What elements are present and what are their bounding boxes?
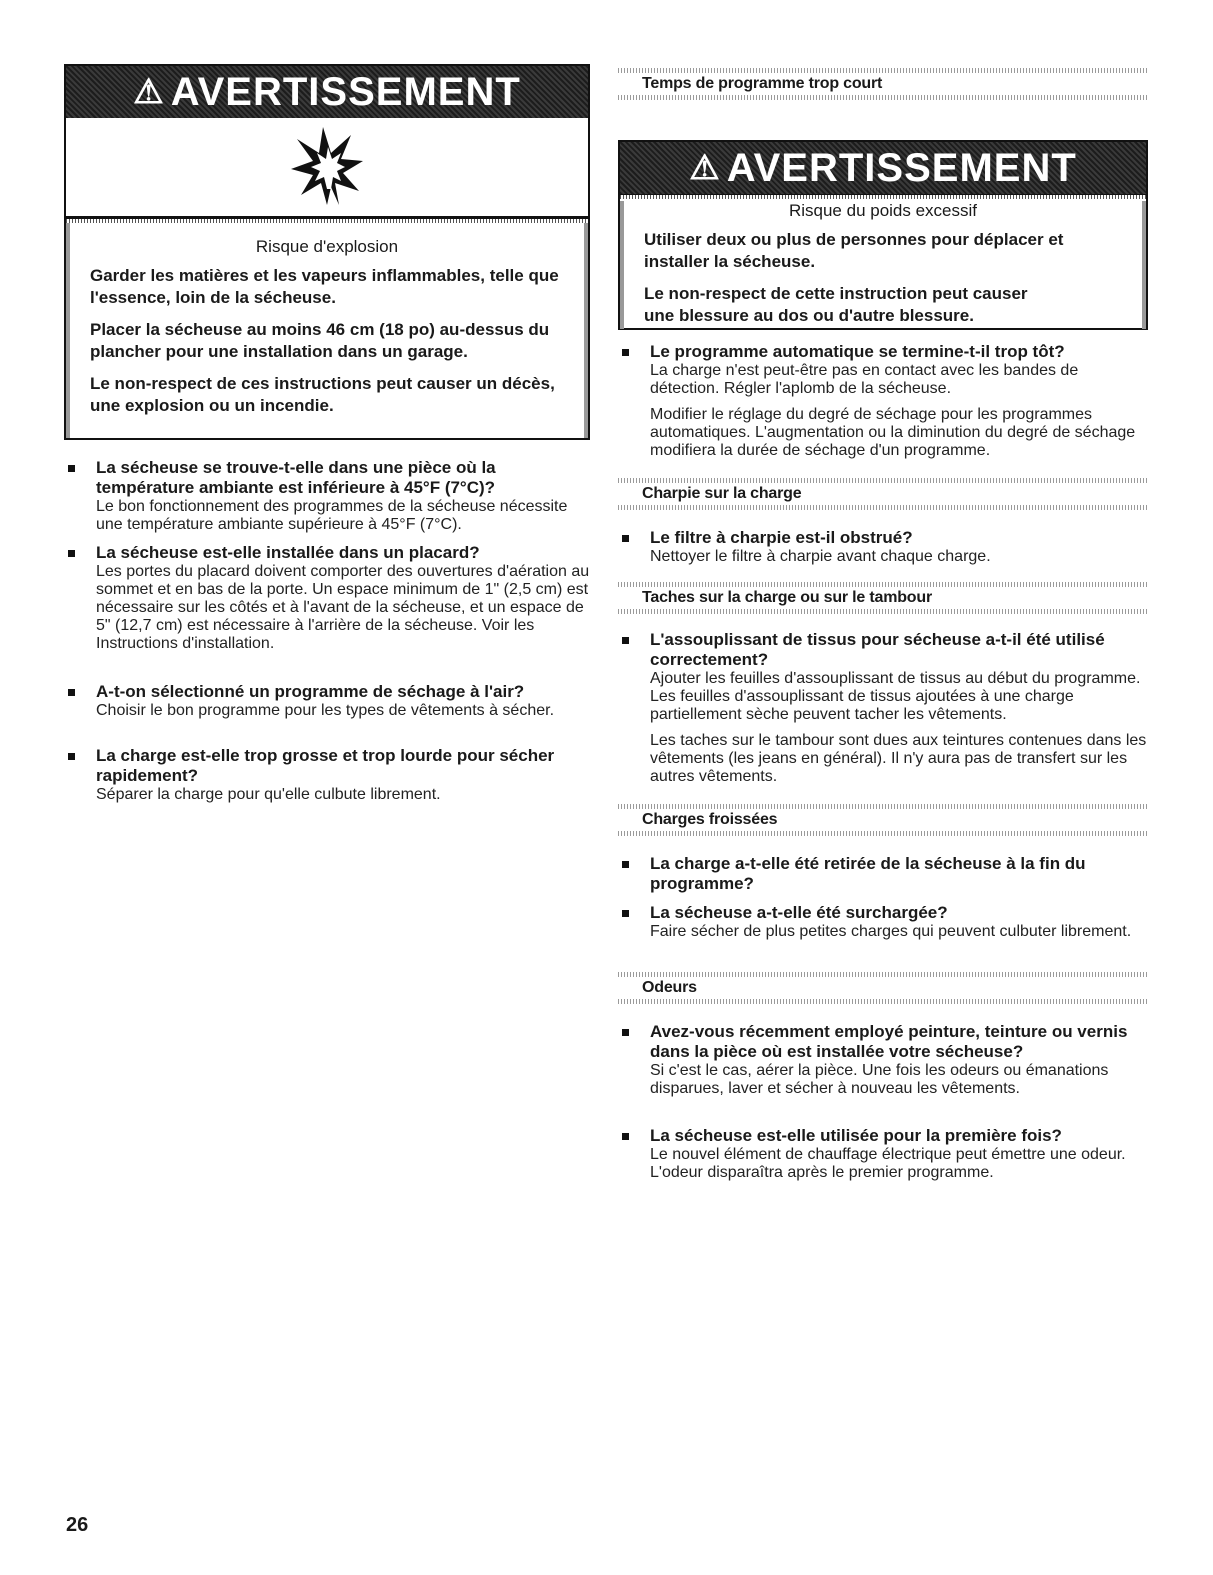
- bullet-icon: [622, 349, 629, 356]
- list-item: [618, 903, 1148, 941]
- warning-paragraph: Garder les matières et les vapeurs inflammables, telle que l'essence, loin de la sécheuse.: [90, 266, 559, 307]
- bullet-icon: [68, 465, 75, 472]
- section-header-taches: Taches sur la charge ou sur le tambour: [618, 582, 1148, 614]
- list-item: [64, 682, 594, 720]
- bullet-icon: [622, 910, 629, 917]
- answer: Ajouter les feuilles d'assouplissant de tissus au début du programme. Les feuilles d'assouplissant de tissus ajoutées à une charge partiellement sèche peuvent tacher les vêtements.: [650, 670, 1141, 723]
- bullet-icon: [68, 753, 75, 760]
- list-item: [618, 528, 1148, 566]
- list-item: [618, 1022, 1148, 1098]
- explosion-icon: [66, 118, 588, 218]
- question: L'assouplissant de tissus pour sécheuse a-t-il été utilisé correctement?: [650, 630, 1105, 669]
- question: La sécheuse se trouve-t-elle dans une pièce où la température ambiante est inférieure à 45°F (7°C)?: [96, 458, 496, 497]
- page-number: 26: [66, 1514, 89, 1536]
- section-header-temps: Temps de programme trop court: [618, 68, 1148, 100]
- answer: La charge n'est peut-être pas en contact avec les bandes de détection. Régler l'aplomb de la sécheuse.: [650, 362, 1079, 397]
- answer: Modifier le réglage du degré de séchage pour les programmes automatiques. L'augmentation ou la diminution du degré de séchage modifiera la durée de séchage d'un programme.: [650, 406, 1136, 459]
- warning-band: [620, 194, 1146, 199]
- question: La charge a-t-elle été retirée de la sécheuse à la fin du programme?: [650, 854, 1086, 893]
- answer: Les portes du placard doivent comporter des ouvertures d'aération au sommet et en bas de la porte. Un espace minimum de 1" (2,5 cm) est nécessaire sur les côtés et à l'avant de la sécheuse, et un espace de 5" (12,7 cm) est nécessaire à l'arrière de la sécheuse. Voir les Instructions d'installation.: [96, 563, 590, 652]
- answer: Séparer la charge pour qu'elle culbute librement.: [96, 786, 441, 803]
- answer: Le bon fonctionnement des programmes de la sécheuse nécessite une température ambiante supérieure à 45°F (7°C).: [96, 498, 568, 533]
- list-item: [618, 342, 1148, 460]
- answer: Faire sécher de plus petites charges qui peuvent culbuter librement.: [650, 923, 1132, 940]
- warning-paragraph: Le non-respect de ces instructions peut causer un décès, une explosion ou un incendie.: [90, 374, 555, 415]
- warning-subtitle: Risque du poids excessif: [788, 201, 978, 220]
- question: La charge est-elle trop grosse et trop lourde pour sécher rapidement?: [96, 746, 555, 785]
- bullet-icon: [68, 550, 75, 557]
- warning-body: [620, 201, 1146, 329]
- question: La sécheuse est-elle installée dans un placard?: [96, 543, 480, 562]
- answer: Choisir le bon programme pour les types de vêtements à sécher.: [96, 702, 555, 719]
- section-header-odeurs: Odeurs: [618, 972, 1148, 1004]
- bullet-icon: [68, 689, 75, 696]
- warning-paragraph: Le non-respect de cette instruction peut causer une blessure au dos ou d'autre blessure.: [644, 284, 1028, 325]
- list-item: [618, 1126, 1148, 1182]
- bullet-icon: [622, 1029, 629, 1036]
- warning-paragraph: Utiliser deux ou plus de personnes pour déplacer et installer la sécheuse.: [644, 230, 1064, 271]
- bullet-icon: [622, 861, 629, 868]
- warning-subtitle: Risque d'explosion: [255, 237, 399, 256]
- answer: Les taches sur le tambour sont dues aux teintures contenues dans les vêtements (les jeans en général). Il n'y aura pas de transfert sur les autres vêtements.: [650, 732, 1147, 785]
- list-item: [618, 630, 1148, 786]
- section-header-charpie: Charpie sur la charge: [618, 478, 1148, 510]
- warning-triangle-icon: ⚠: [133, 73, 165, 111]
- bullet-icon: [622, 637, 629, 644]
- list-item: [64, 746, 594, 804]
- list-item: [64, 543, 594, 653]
- bullet-icon: [622, 535, 629, 542]
- warning-triangle-icon: ⚠: [689, 149, 721, 187]
- bullet-icon: [622, 1133, 629, 1140]
- warning-header: ⚠ AVERTISSEMENT: [66, 66, 588, 118]
- list-item: [618, 854, 1148, 894]
- question: A-t-on sélectionné un programme de séchage à l'air?: [96, 682, 525, 701]
- answer: Nettoyer le filtre à charpie avant chaque charge.: [650, 548, 991, 565]
- question: La sécheuse est-elle utilisée pour la première fois?: [650, 1126, 1062, 1145]
- list-item: [64, 458, 594, 534]
- warning-header: ⚠ AVERTISSEMENT: [620, 142, 1146, 194]
- warning-paragraph: Placer la sécheuse au moins 46 cm (18 po) au-dessus du plancher pour une installation dans un garage.: [90, 320, 550, 361]
- question: La sécheuse a-t-elle été surchargée?: [650, 903, 948, 922]
- weight-warning-box: [618, 140, 1148, 330]
- warning-body: [66, 223, 588, 438]
- question: Le programme automatique se termine-t-il trop tôt?: [650, 342, 1065, 361]
- section-header-froissees: Charges froissées: [618, 804, 1148, 836]
- answer: Si c'est le cas, aérer la pièce. Une fois les odeurs ou émanations disparues, laver et sécher à nouveau les vêtements.: [650, 1062, 1109, 1097]
- answer: Le nouvel élément de chauffage électrique peut émettre une odeur. L'odeur disparaîtra après le premier programme.: [650, 1146, 1126, 1181]
- question: Le filtre à charpie est-il obstrué?: [650, 528, 913, 547]
- explosion-icon-graphic: [287, 125, 367, 209]
- explosion-warning-box: [64, 64, 590, 440]
- question: Avez-vous récemment employé peinture, teinture ou vernis dans la pièce où est installée votre sécheuse?: [650, 1022, 1128, 1061]
